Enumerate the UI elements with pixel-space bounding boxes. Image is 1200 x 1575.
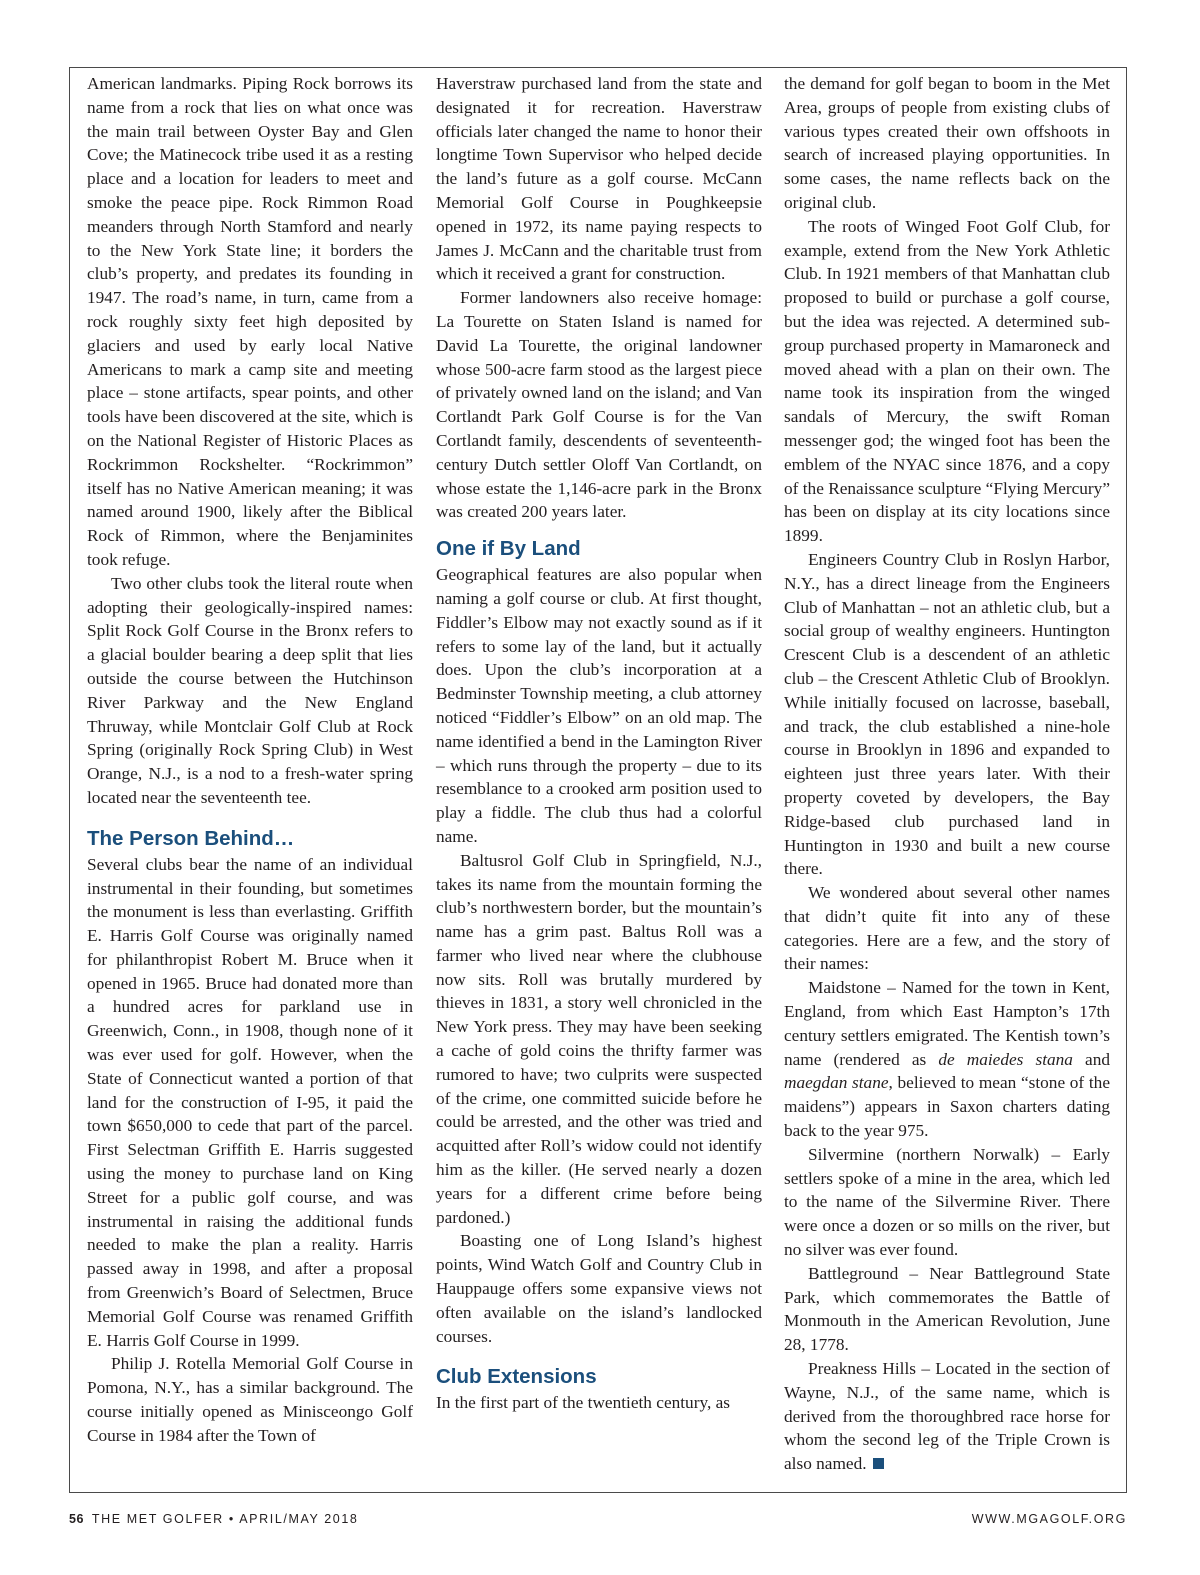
section-heading-person-behind: The Person Behind…	[87, 826, 295, 850]
paragraph: Former landowners also receive homage: La Tourette on Staten Island is named for David La Tourette, the original landowner whose 500-acre farm stood as the largest piece of privately owned land on the island; and Van Cortlandt Park Golf Course is for the Van Cortlandt family, descendents of seventeenth-century Dutch settler Oloff Van Cortlandt, on whose estate the 1,146-acre park in the Bronx was created 200 years later.	[436, 288, 762, 522]
paragraph: Haverstraw purchased land from the state and designated it for recreation. Haverstraw officials later changed the name to honor their longtime Town Supervisor who helped decide the land’s future as a golf course. McCann Memorial Golf Course in Poughkeepsie opened in 1972, its name paying respects to James J. McCann and the charitable trust from which it received a grant for construction.	[436, 74, 762, 284]
italic-term: maegdan stane	[784, 1073, 889, 1093]
paragraph-maidstone	[784, 976, 1110, 1143]
text-run: Maidstone – Named for the town in Kent, England, from which East Hampton’s 17th century settlers emigrated. The Kentish town’s name (rendered as	[784, 978, 1110, 1069]
paragraph: Boasting one of Long Island’s highest points, Wind Watch Golf and Country Club in Hauppauge offers some expansive views not often available on the island’s landlocked courses.	[436, 1231, 762, 1346]
paragraph: Two other clubs took the literal route when adopting their geologically-inspired names: Split Rock Golf Course in the Bronx refers to a glacial boulder bearing a deep split that lies outside the course between the Hutchinson River Parkway and the New England Thruway, while Montclair Golf Club at Rock Spring (originally Rock Spring Club) in West Orange, N.J., is a nod to a fresh-water spring located near the seventeenth tee.	[87, 573, 413, 807]
footer-left	[69, 1512, 358, 1526]
paragraph: We wondered about several other names that didn’t quite fit into any of these categories. Here are a few, and the story of their names:	[784, 883, 1110, 974]
footer-website: WWW.MGAGOLF.ORG	[971, 1512, 1127, 1526]
page-number: 56	[69, 1512, 84, 1526]
paragraph: Several clubs bear the name of an individual instrumental in their founding, but sometimes the monument is less than everlasting. Griffith E. Harris Golf Course was originally named for philanthropist Robert M. Bruce when it opened in 1965. Bruce had donated more than a hundred acres for parkland use in Greenwich, Conn., in 1908, though none of it was ever used for golf. However, when the State of Connecticut wanted a portion of that land for the construction of I-95, it paid the town $650,000 to cede that part of the parcel. First Selectman Griffith E. Harris suggested using the money to purchase land on King Street for a public golf course, and was instrumental in raising the additional funds needed to make the plan a reality. Harris passed away in 1998, and after a proposal from Greenwich’s Board of Selectmen, Bruce Memorial Golf Course was renamed Griffith E. Harris Golf Course in 1999.	[87, 854, 413, 1350]
paragraph: Philip J. Rotella Memorial Golf Course in Pomona, N.Y., has a similar background. The course initially opened as Minisceongo Golf Course in 1984 after the Town of	[87, 1354, 413, 1445]
paragraph: The roots of Winged Foot Golf Club, for example, extend from the New York Athletic Club. In 1921 members of that Manhattan club proposed to build or purchase a golf course, but the idea was rejected. A determined sub-group purchased property in Mamaroneck and moved ahead with a plan on their own. The name took its inspiration from the winged sandals of Mercury, the swift Roman messenger god; the winged foot has been the emblem of the NYAC since 1876, and a copy of the Renaissance sculpture “Flying Mercury” has been on display at its city locations since 1899.	[784, 216, 1110, 546]
end-of-article-icon	[873, 1458, 884, 1469]
paragraph: Baltusrol Golf Club in Springfield, N.J., takes its name from the mountain forming the club’s northwestern border, but the mountain’s name has a grim past. Baltus Roll was a farmer who lived near where the clubhouse now sits. Roll was brutally murdered by thieves in 1831, a story well chronicled in the New York press. They may have been seeking a cache of gold coins the thrifty farmer was rumored to have; two culprits were suspected of the crime, one committed suicide before he could be arrested, and the other was tried and acquitted after Roll’s widow could not identify him as the killer. (He served nearly a dozen years for a different crime before being pardoned.)	[436, 850, 762, 1227]
publication-name: THE MET GOLFER • APRIL/MAY 2018	[91, 1512, 359, 1526]
paragraph: Silvermine (northern Norwalk) – Early settlers spoke of a mine in the area, which led to the name of the Silvermine River. There were once a dozen or so mills on the river, but no silver was ever found.	[784, 1144, 1110, 1260]
paragraph: Geographical features are also popular when naming a golf course or club. At first thought, Fiddler’s Elbow may not exactly sound as if it refers to some lay of the land, but it actually does. Upon the club’s incorporation at a Bedminster Township meeting, a club attorney noticed “Fiddler’s Elbow” on an old map. The name identified a bend in the Lamington River – which runs through the property – due to its resemblance to a crooked arm position used to play a fiddle. The club thus had a colorful name.	[436, 565, 762, 846]
paragraph: Battleground – Near Battleground State Park, which commemorates the Battle of Monmouth in the American Revolution, June 28, 1778.	[784, 1263, 1110, 1355]
section-heading-club-extensions: Club Extensions	[436, 1365, 597, 1389]
paragraph: Engineers Country Club in Roslyn Harbor, N.Y., has a direct lineage from the Engineers Club of Manhattan – not an athletic club, but a social group of wealthy engineers. Huntington Crescent Club is a descendent of an athletic club – the Crescent Athletic Club of Brooklyn. While initially focused on lacrosse, baseball, and track, the club established a nine-hole course in Brooklyn in 1896 and expanded to eighteen just three years later. With their property coveted by developers, the Bay Ridge-based club purchased land in Huntington in 1930 and built a new course there.	[784, 549, 1110, 879]
article-column-3	[784, 72, 1110, 1476]
paragraph: In the first part of the twentieth century, as	[436, 1393, 731, 1413]
paragraph: American landmarks. Piping Rock borrows its name from a rock that lies on what once was the main trail between Oyster Bay and Glen Cove; the Matinecock tribe used it as a resting place and a location for leaders to meet and smoke the peace pipe. Rock Rimmon Road meanders through North Stamford and nearly to the New York State line; it borders the club’s property, and predates its founding in 1947. The road’s name, in turn, came from a rock roughly sixty feet high deposited by glaciers and used by early local Native Americans to mark a camp site and meeting place – stone artifacts, spear points, and other tools have been discovered at the site, which is on the National Register of Historic Places as Rockrimmon Rockshelter. “Rockrimmon” itself has no Native American meaning; it was named around 1900, likely after the Biblical Rock of Rimmon, where the Benjaminites took refuge.	[87, 74, 413, 569]
text-run: Preakness Hills – Located in the section of Wayne, N.J., of the same name, which is derived from the thoroughbred race horse for whom the second leg of the Triple Crown is also named.	[784, 1359, 1110, 1474]
article-column-1	[87, 72, 413, 1448]
italic-term: de maiedes stana	[938, 1049, 1073, 1069]
section-heading-one-if-by-land: One if By Land	[436, 537, 581, 561]
text-run: , believed to mean “stone of the maidens”) appears in Saxon charters dating back to the year 975.	[784, 1073, 1110, 1141]
paragraph-last	[784, 1357, 1110, 1476]
text-run: and	[1072, 1049, 1110, 1069]
paragraph: the demand for golf began to boom in the Met Area, groups of people from existing clubs of various types created their own offshoots in search of increased playing opportunities. In some cases, the name reflects back on the original club.	[784, 74, 1110, 212]
article-column-2	[436, 72, 762, 1415]
